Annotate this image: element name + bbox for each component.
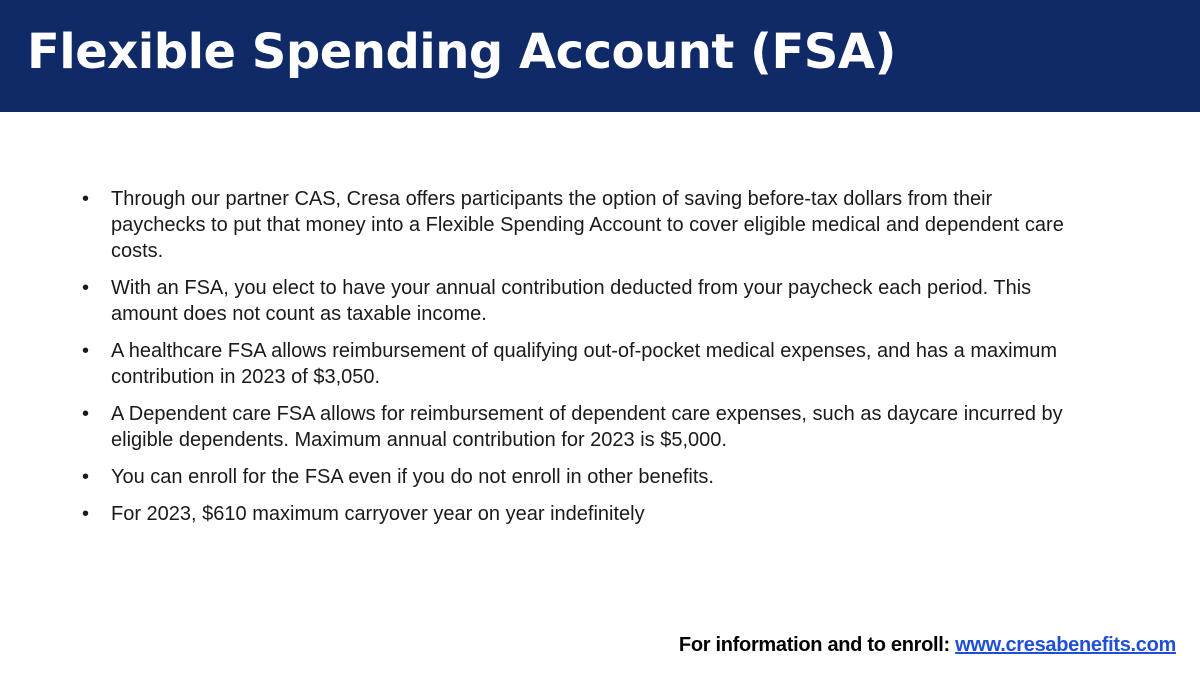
bullet-text: A Dependent care FSA allows for reimbursement of dependent care expenses, such as daycare incurred by eligible dependents. Maximum annual contribution for 2023 is $5,000.: [111, 403, 1063, 451]
bullet-item: [82, 275, 1092, 327]
bullet-text: With an FSA, you elect to have your annual contribution deducted from your paycheck each period. This amount does not count as taxable income.: [111, 277, 1032, 325]
footer-label: For information and to enroll:: [678, 634, 956, 656]
bullet-icon: •: [82, 466, 90, 488]
bullet-icon: •: [82, 340, 90, 362]
bullet-text: Through our partner CAS, Cresa offers participants the option of saving before-tax dollars from their paychecks to put that money into a Flexible Spending Account to cover eligible medical and dependent care costs.: [111, 188, 1064, 262]
bullet-icon: •: [82, 403, 90, 425]
bullet-text: A healthcare FSA allows reimbursement of qualifying out-of-pocket medical expenses, and has a maximum contribution in 2023 of $3,050.: [111, 340, 1058, 388]
bullet-icon: •: [82, 503, 90, 525]
footer-enroll-info: [679, 632, 1176, 658]
bullet-text: For 2023, $610 maximum carryover year on year indefinitely: [111, 503, 645, 525]
slide-title: Flexible Spending Account (FSA): [27, 24, 896, 80]
bullet-item: [82, 338, 1092, 390]
bullet-icon: •: [82, 188, 90, 210]
bullet-list: [82, 186, 1092, 538]
bullet-text: You can enroll for the FSA even if you do not enroll in other benefits.: [111, 466, 714, 488]
bullet-item: [82, 401, 1092, 453]
bullet-icon: •: [82, 277, 90, 299]
bullet-item: [82, 501, 1092, 527]
bullet-item: [82, 186, 1092, 264]
title-bar: [0, 0, 1200, 112]
bullet-item: [82, 464, 1092, 490]
enroll-website-link[interactable]: www.cresabenefits.com: [955, 634, 1176, 656]
